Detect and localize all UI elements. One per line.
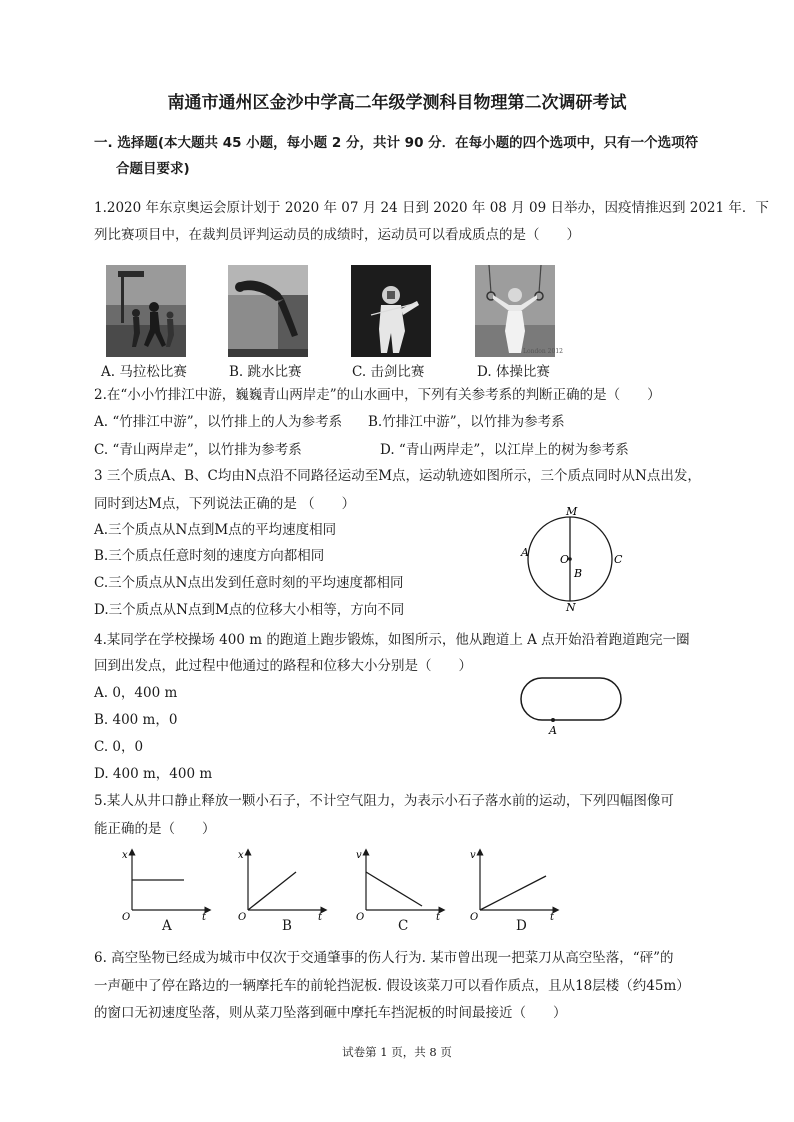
q4-option-c: C. 0，0 — [94, 739, 144, 755]
graph-c-y-label: v — [356, 850, 362, 861]
graph-b — [234, 846, 330, 923]
graph-c — [352, 846, 448, 923]
graph-b-label: B — [282, 918, 292, 934]
q1-option-b: B. 跳水比赛 — [229, 364, 302, 380]
q6-stem-line1: 6. 高空坠物已经成为城市中仅次于交通肇事的伤人行为. 某市曾出现一把菜刀从高空坠落，“砰”的 — [94, 950, 674, 966]
q1-stem-line2: 列比赛项目中，在裁判员评判运动员的成绩时，运动员可以看成质点的是（ ） — [94, 227, 580, 243]
circle-path-figure — [516, 504, 626, 612]
q2-option-d: D. “青山两岸走”，以江岸上的树为参考系 — [380, 442, 629, 458]
fencing-photo — [351, 265, 431, 357]
graph-d-x-label: t — [550, 912, 555, 923]
graph-b-x-label: t — [318, 912, 323, 923]
q1-option-a: A. 马拉松比赛 — [101, 364, 187, 380]
graph-b-y-label: x — [238, 850, 244, 861]
q2-stem: 2.在“小小竹排江中游，巍巍青山两岸走”的山水画中，下列有关参考系的判断正确的是（ ） — [94, 387, 661, 403]
q2-option-a: A. “竹排江中游”，以竹排上的人为参考系 — [94, 414, 343, 430]
q3-option-b: B.三个质点任意时刻的速度方向都相同 — [94, 548, 325, 564]
page-footer: 试卷第 1 页，共 8 页 — [342, 1045, 452, 1059]
section-heading-line1: 一. 选择题(本大题共 45 小题，每小题 2 分，共计 90 分．在每小题的四个选项中，只有一个选项符 — [94, 135, 699, 151]
graph-d-origin: O — [470, 912, 479, 923]
graph-a-label: A — [162, 918, 172, 934]
q1-option-d: D. 体操比赛 — [477, 364, 550, 380]
exam-title: 南通市通州区金沙中学高二年级学测科目物理第二次调研考试 — [167, 93, 627, 113]
marathon-photo — [106, 265, 186, 357]
q3-stem-line1: 3 三个质点A、B、C均由N点沿不同路径运动至M点，运动轨迹如图所示，三个质点同时从N点出发， — [94, 468, 701, 484]
diving-photo — [228, 265, 308, 357]
graph-d-y-label: v — [470, 850, 476, 861]
q6-stem-line3: 的窗口无初速度坠落，则从菜刀坠落到砸中摩托车挡泥板的时间最接近（ ） — [94, 1005, 567, 1021]
q4-stem-line2: 回到出发点，此过程中他通过的路程和位移大小分别是（ ） — [94, 658, 472, 674]
graph-c-x-label: t — [436, 912, 441, 923]
label-c: C — [614, 553, 623, 566]
gymnastics-photo — [475, 265, 563, 357]
label-o: O — [560, 553, 570, 566]
q3-option-a: A.三个质点从N点到M点的平均速度相同 — [94, 522, 337, 538]
q2-option-b: B.竹排江中游”，以竹排为参考系 — [368, 414, 565, 430]
label-n: N — [566, 601, 576, 614]
section-heading-line2: 合题目要求) — [116, 161, 190, 177]
q2-option-c: C. “青山两岸走”，以竹排为参考系 — [94, 442, 302, 458]
photo-watermark: London 2012 — [523, 348, 563, 355]
graph-b-origin: O — [238, 912, 247, 923]
q4-option-b: B. 400 m，0 — [94, 712, 178, 728]
label-a: A — [521, 546, 529, 559]
graph-a-y-label: x — [122, 850, 128, 861]
q4-stem-line1: 4.某同学在学校操场 400 m 的跑道上跑步锻炼，如图所示，他从跑道上 A 点开始沿着跑道跑完一圈 — [94, 632, 690, 648]
q4-option-d: D. 400 m，400 m — [94, 766, 213, 782]
graph-d — [466, 846, 562, 923]
graph-c-origin: O — [356, 912, 365, 923]
q6-stem-line2: 一声砸中了停在路边的一辆摩托车的前轮挡泥板. 假设该菜刀可以看作质点，且从18层楼（约45m） — [94, 978, 690, 994]
q5-stem-line2: 能正确的是（ ） — [94, 821, 216, 837]
q3-option-c: C.三个质点从N点出发到任意时刻的平均速度都相同 — [94, 575, 404, 591]
graph-a-x-label: t — [202, 912, 207, 923]
q5-stem-line1: 5.某人从井口静止释放一颗小石子，不计空气阻力，为表示小石子落水前的运动，下列四幅图像可 — [94, 793, 674, 809]
graph-a-origin: O — [122, 912, 131, 923]
q3-option-d: D.三个质点从N点到M点的位移大小相等，方向不同 — [94, 602, 405, 618]
graph-d-label: D — [516, 918, 527, 934]
q1-stem-line1: 1.2020 年东京奥运会原计划于 2020 年 07 月 24 日到 2020 年 08 月 09 日举办，因疫情推迟到 2021 年．下 — [94, 200, 769, 216]
running-track-figure — [515, 672, 627, 738]
label-m: M — [566, 505, 578, 518]
q3-stem-line2: 同时到达M点，下列说法正确的是 （ ） — [94, 496, 356, 512]
track-label-a: A — [549, 724, 557, 737]
q4-option-a: A. 0，400 m — [94, 685, 178, 701]
graph-a — [118, 846, 214, 923]
label-b: B — [574, 567, 583, 580]
q1-option-c: C. 击剑比赛 — [352, 364, 425, 380]
graph-c-label: C — [398, 918, 409, 934]
